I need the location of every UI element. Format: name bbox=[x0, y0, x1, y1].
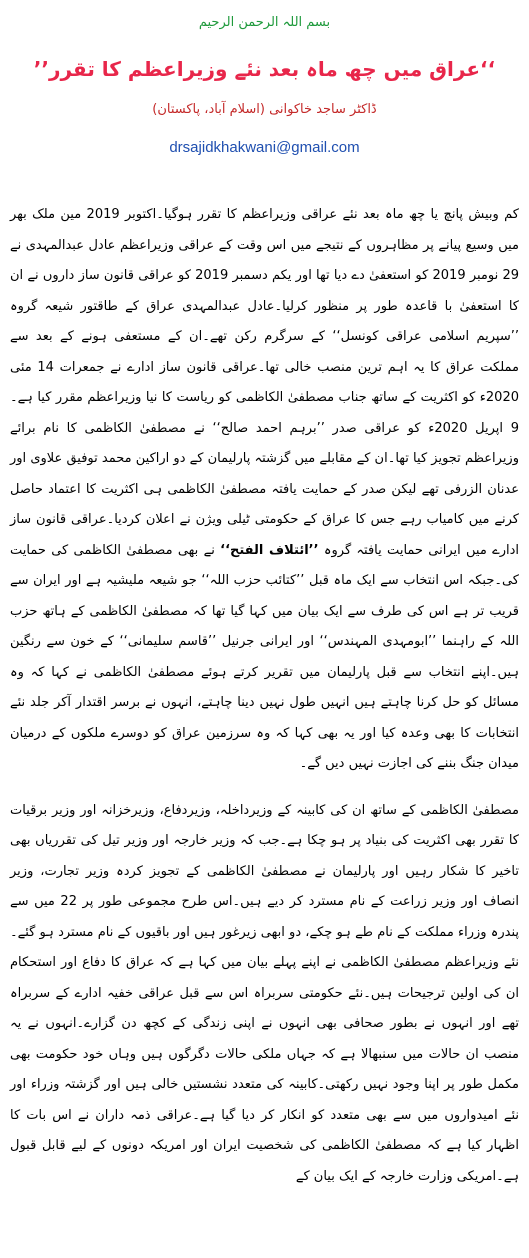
article-title: ’’عراق میں چھ ماہ بعد نئے وزیراعظم کا تقرر‘‘ bbox=[33, 57, 496, 81]
author-email: drsajidkhakwani@gmail.com bbox=[169, 139, 360, 156]
paragraph-2: مصطفیٰ الکاظمی کے ساتھ ان کی کابینہ کے وزیرداخلہ، وزیردفاع، وزیرخزانہ اور وزیر برقیات کا تقرر بھی اکثریت کی بنیاد پر ہو چکا ہے۔جب کہ وزیر خارجہ اور وزیر تیل کی تقرریاں بھی تاخیر کا شکار رہیں اور پارلیمان نے مصطفیٰ الکاظمی کے تجویز کردہ وزیر تجارت، وزیر انصاف اور وزیر زراعت کے نام مسترد کر دیے ہیں۔اس طرح مجموعی طور پر 22 میں سے پندرہ وزراء مملکت کے نام طے ہو چکے، دو ابھی زیرغور ہیں اور باقیوں کے نام مسترد ہو گئے۔نئے وزیراعظم مصطفیٰ الکاظمی نے اپنے پہلے بیان میں کہا ہے کہ عراق کا دفاع اور استحکام ان کی اولین ترجیحات ہیں۔نئے حکومتی سربراہ اس سے قبل عراقی خفیہ ادارے کے سربراہ تھے اور انہوں نے بطور صحافی بھی انہوں نے اپنی زندگی کے کچھ دن گزارے۔انہوں نے یہ منصب ان حالات میں سنبھالا ہے کہ جہاں ملکی حالات دگرگوں ہیں وہاں خود حکومت بھی مکمل طور پر اپنا وجود نہیں رکھتی۔کابینہ کی متعدد نشستیں خالی ہیں اور گزشتہ وزراء اور نئے امیدواروں میں سے بھی متعدد کو انکار کر دیا گیا ہے۔عراقی ذمہ داران نے اس بات کا اظہار کیا ہے کہ مصطفیٰ الکاظمی کی شخصیت ایران اور امریکہ دونوں کے لیے قابل قبول ہے۔امریکی وزارت خارجہ کے ایک بیان کے bbox=[10, 802, 519, 1184]
paragraph-1 bbox=[10, 200, 519, 780]
paragraph-1-part-a: کم وبیش پانچ یا چھ ماہ بعد نئے عراقی وزیراعظم کا تقرر ہوگیا۔اکتوبر 2019 مین ملک بھر میں وسیع پیانے پر مظاہروں کے نتیجے میں اس وقت کے عراقی وزیراعظم عادل عبدالمہدی نے 29 نومبر 2019 کو استعفیٰ دے دیا تھا اور یکم دسمبر 2019 کو عراقی قانون ساز داروں نے ان کا استعفیٰ با قاعدہ طور پر منظور کرلیا۔عادل عبدالمہدی عراق کے طاقتور شیعہ گروہ ’’سپریم اسلامی عراقی کونسل‘‘ کے سرگرم رکن تھے۔ان کے مستعفی ہونے کے بعد سے مملکت عراق کا یہ اہم ترین منصب خالی تھا۔عراقی قانون ساز ادارے نے جمعرات 14 مئی 2020ء کو اکثریت کے ساتھ جناب مصطفیٰ الکاظمی کو ریاست کا نیا وزیراعظم مقرر کیا ہے۔9 اپریل 2020ء کو عراقی صدر ’’برہم احمد صالح‘‘ نے مصطفیٰ الکاظمی کا نام برائے وزیراعظم تجویز کیا تھا۔ان کے مقابلے میں گزشتہ پارلیمان کے دو اراکین محمد توفیق علاوی اور عدنان الزرفی تھے لیکن صدر کے حمایت یافتہ مصطفیٰ الکاظمی ہی اکثریت کا اعتماد حاصل کرنے میں کامیاب رہے جس کا عراق کے حکومتی ٹیلی ویژن نے اعلان کردیا۔عراقی قانون ساز ادارے میں ایرانی حمایت یافتہ گروہ bbox=[10, 207, 520, 558]
article-header bbox=[0, 0, 529, 160]
highlighted-group-name: ’’ائتلاف الفتح‘‘ bbox=[220, 542, 319, 558]
author-byline: ڈاکٹر ساجد خاکوانی (اسلام آباد، پاکستان) bbox=[152, 102, 377, 117]
bismillah: بسم اللہ الرحمن الرحیم bbox=[198, 15, 331, 30]
paragraph-1-part-b: نے بھی مصطفیٰ الکاظمی کی حمایت کی۔جبکہ اس انتخاب سے ایک ماہ قبل ’’کتائب حزب اللہ‘‘ جو شیعہ ملیشیہ ہے اور ایران سے قریب تر ہے اس کی طرف سے ایک بیان میں کہا گیا تھا کہ مصطفیٰ الکاظمی کے ہاتھ حزب اللہ کے راہنما ’’ابومہدی المہندس‘‘ اور ایرانی جرنیل ’’قاسم سلیمانی‘‘ کے خون سے رنگین ہیں۔اپنے انتخاب سے قبل پارلیمان میں تقریر کرتے ہوئے مصطفیٰ الکاظمی نے کہا کہ وہ مسائل کو حل کرنا چاہتے ہیں انہیں طول نہیں دینا چاہتے، انہوں نے برسر اقتدار آکر جلد نئے انتخابات کا بھی وعدہ کیا اور یہ بھی کہا کہ وہ سرزمین عراق کو دوسرے ملکوں کے درمیان میدان جنگ بننے کی اجازت نہیں دیں گے۔ bbox=[10, 542, 519, 771]
article-body bbox=[10, 200, 519, 1192]
